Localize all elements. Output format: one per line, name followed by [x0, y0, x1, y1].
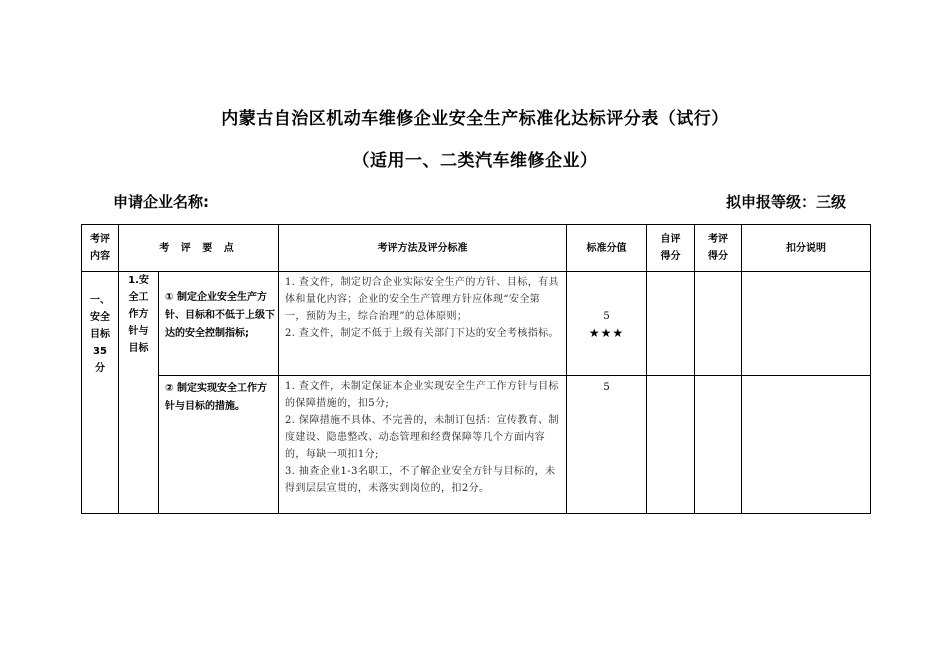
table-header-row	[82, 225, 871, 272]
eval-score-cell	[695, 376, 742, 514]
header-eval-score: 考评 得分	[695, 225, 742, 272]
score-value: 5	[603, 382, 610, 393]
method-line: 3. 抽查企业1-3名职工，不了解企业安全方针与目标的，未得到层层宣贯的，未落实到岗位的，扣2分。	[285, 466, 556, 494]
self-score-cell	[647, 272, 695, 376]
header-method: 考评方法及评分标准	[279, 225, 567, 272]
scoring-table	[81, 224, 871, 514]
method-line: 2. 保障措施不具体、不完善的，未制订包括：宣传教育、制度建设、隐患整改、动态管理和经费保障等几个方面内容的，每缺一项扣1分;	[285, 415, 559, 460]
table-row	[82, 376, 871, 514]
standard-score-cell	[567, 376, 647, 514]
applicant-label: 申请企业名称:	[113, 193, 209, 211]
level-label: 拟申报等级：三级	[725, 193, 846, 211]
method-line: 1. 查文件，未制定保证本企业实现安全生产工作方针与目标的保障措施的，扣5分;	[285, 381, 559, 409]
method-cell	[279, 272, 567, 376]
self-score-cell	[647, 376, 695, 514]
header-self-score: 自评 得分	[647, 225, 695, 272]
method-cell	[279, 376, 567, 514]
point-cell: ① 制定企业安全生产方针、目标和不低于上级下达的安全控制指标;	[159, 272, 279, 376]
header-deduction-note: 扣分说明	[742, 225, 871, 272]
header-content: 考评 内容	[82, 225, 119, 272]
eval-score-cell	[695, 272, 742, 376]
document-title: 内蒙古自治区机动车维修企业安全生产标准化达标评分表（试行）	[221, 109, 729, 129]
point-cell: ② 制定实现安全工作方针与目标的措施。	[159, 376, 279, 514]
document-subtitle: （适用一、二类汽车维修企业）	[352, 151, 598, 171]
table-row	[82, 272, 871, 376]
score-value: 5	[603, 311, 610, 322]
category-cell: 一、 安全 目标 35 分	[82, 272, 119, 514]
header-points: 考 评 要 点	[119, 225, 279, 272]
method-line: 2. 查文件，制定不低于上级有关部门下达的安全考核指标。	[285, 328, 559, 339]
standard-score-cell	[567, 272, 647, 376]
deduction-note-cell	[742, 272, 871, 376]
method-line: 1. 查文件，制定切合企业实际安全生产的方针、目标，有具体和量化内容；企业的安全生产管理方针应体现“安全第一，预防为主，综合治理”的总体原则；	[285, 277, 559, 322]
star-rating: ★★★	[588, 326, 625, 340]
header-standard-score: 标准分值	[567, 225, 647, 272]
subcategory-cell: 1.安 全工 作方 针与 目标	[119, 272, 159, 514]
deduction-note-cell	[742, 376, 871, 514]
